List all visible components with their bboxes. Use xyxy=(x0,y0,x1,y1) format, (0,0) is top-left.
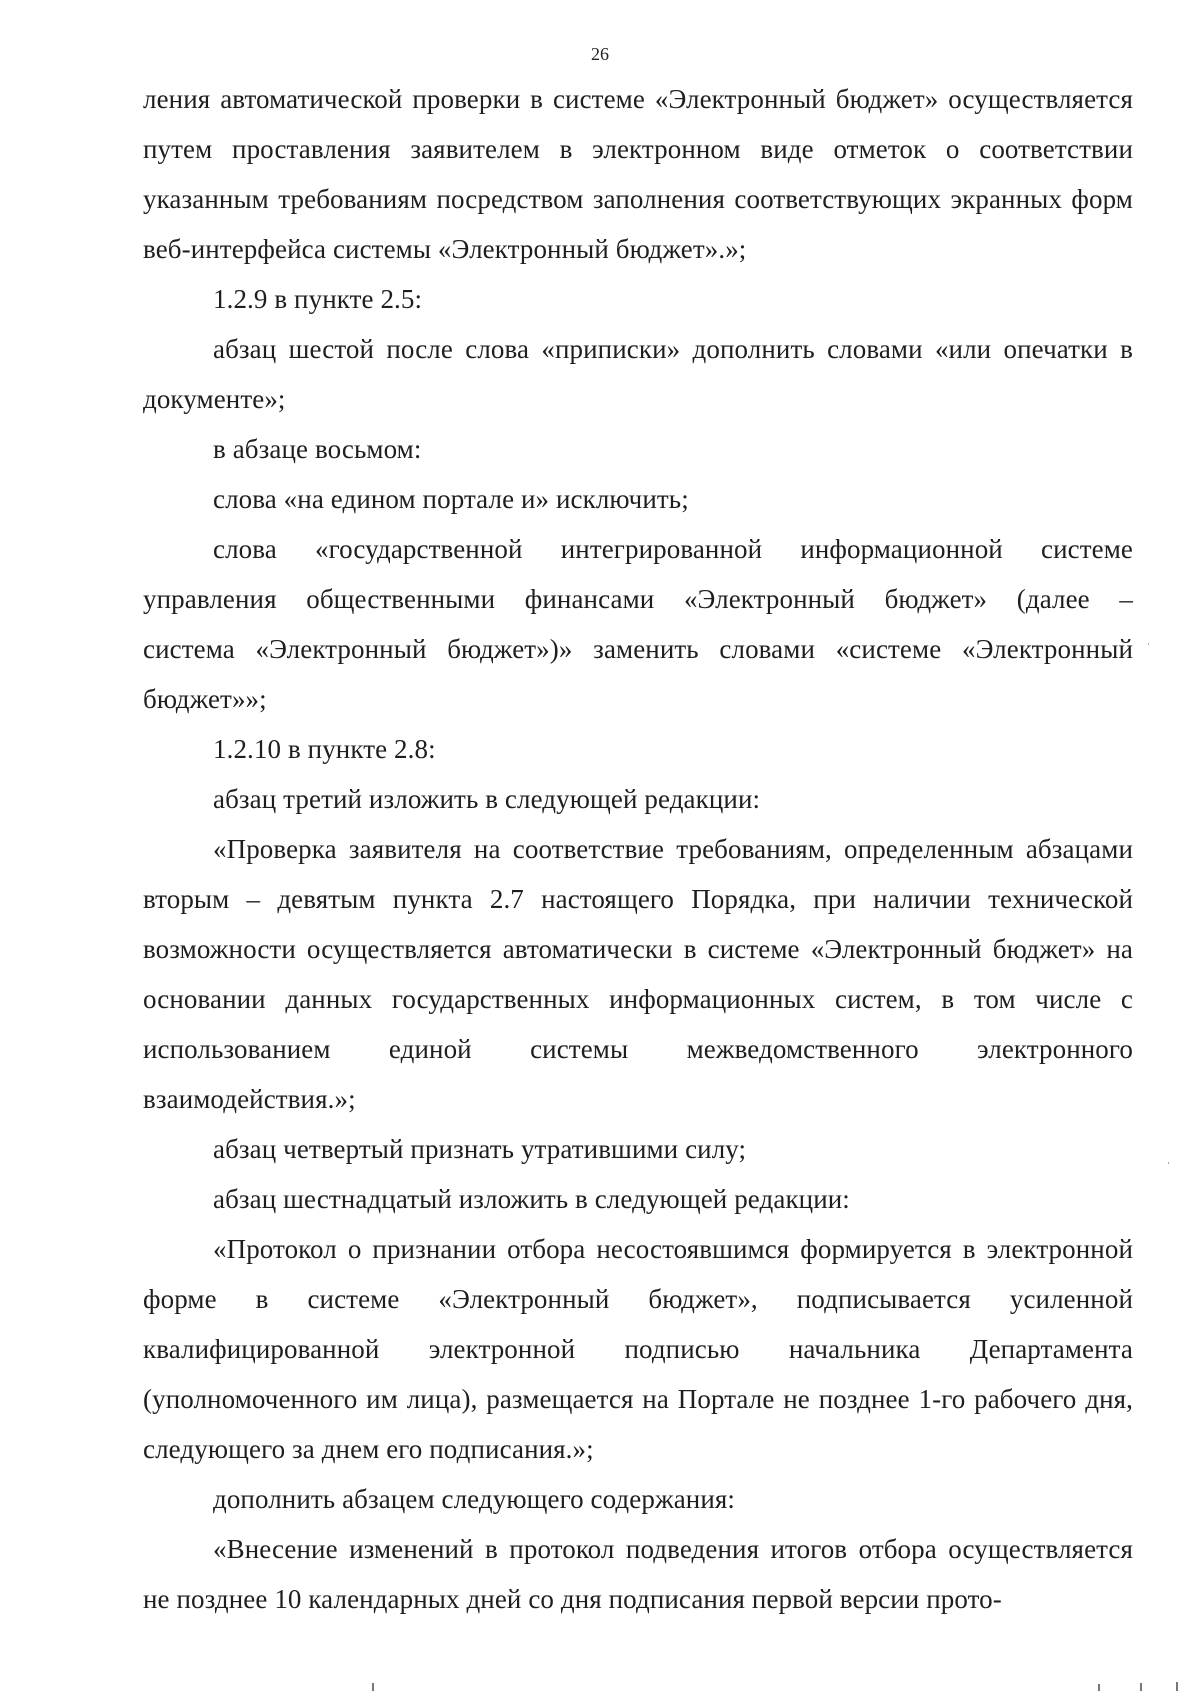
paragraph: абзац третий изложить в следующей редакции: xyxy=(213,784,761,814)
quoted-paragraph: «Внесение изменений в протокол подведения итогов отбора осуществляется не позднее 10 календарных дней со дня подписания первой версии прото- xyxy=(143,1534,1133,1614)
paragraph: абзац четвертый признать утратившими силу; xyxy=(213,1134,747,1164)
paragraph: в абзаце восьмом: xyxy=(213,434,422,464)
clause-1-2-10-heading: 1.2.10 в пункте 2.8: xyxy=(213,734,436,764)
scan-artifact xyxy=(1098,1684,1100,1691)
quoted-paragraph: «Протокол о признании отбора несостоявшимся формируется в электронной форме в системе «Электронный бюджет», подписывается усиленной квалифицированной электронной подписью начальника Департамента (уполномоченного им лица), размещается на Портале не позднее 1-го рабочего дня, следующего за днем его подписания.»; xyxy=(143,1234,1133,1464)
paragraph: дополнить абзацем следующего содержания: xyxy=(213,1484,736,1514)
document-body xyxy=(143,74,1133,1624)
paragraph: слова «государственной интегрированной информационной системе управления общественными финансами «Электронный бюджет» (далее – система «Электронный бюджет»)» заменить словами «системе «Электронный бюджет»»; xyxy=(143,534,1133,714)
paragraph: абзац шестнадцатый изложить в следующей редакции: xyxy=(213,1184,850,1214)
quoted-paragraph: «Проверка заявителя на соответствие требованиям, определенным абзацами вторым – девятым пункта 2.7 настоящего Порядка, при наличии технической возможности осуществляется автоматически в системе «Электронный бюджет» на основании данных государственных информационных систем, в том числе с использованием единой системы межведомственного электронного взаимодействия.»; xyxy=(143,834,1133,1114)
scan-artifact xyxy=(1148,643,1149,645)
scan-artifact xyxy=(1168,1162,1169,1164)
paragraph: слова «на едином портале и» исключить; xyxy=(213,484,689,514)
paragraph-continuation: ления автоматической проверки в системе «Электронный бюджет» осуществляется путем проставления заявителем в электронном виде отметок о соответствии указанным требованиям посредством заполнения соответствующих экранных форм веб-интерфейса системы «Электронный бюджет».»; xyxy=(143,84,1133,264)
scan-artifact xyxy=(372,1683,374,1691)
page-number: 26 xyxy=(591,44,609,64)
scan-artifact xyxy=(1140,1683,1142,1691)
clause-1-2-9-heading: 1.2.9 в пункте 2.5: xyxy=(213,284,423,314)
paragraph: абзац шестой после слова «приписки» дополнить словами «или опечатки в документе»; xyxy=(143,334,1133,414)
scan-artifact xyxy=(1176,1682,1178,1691)
